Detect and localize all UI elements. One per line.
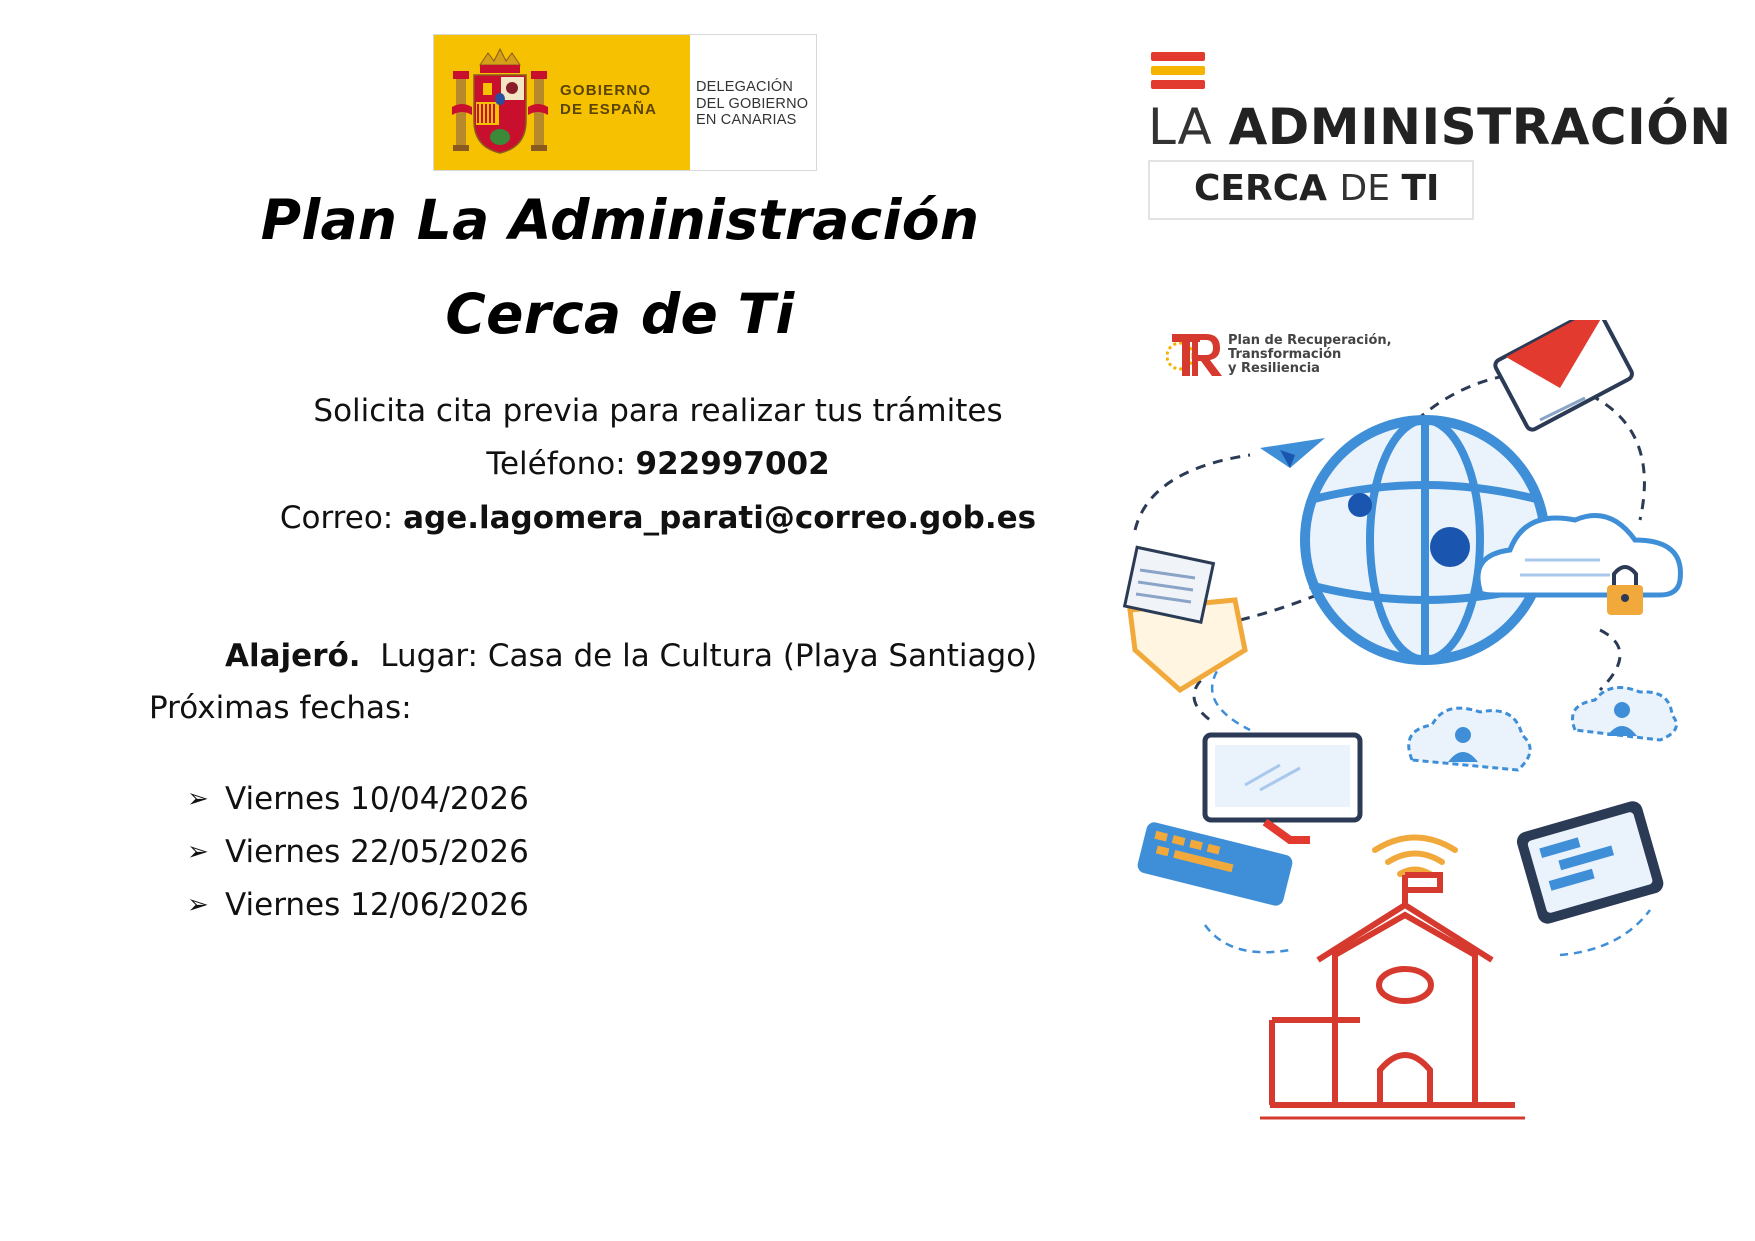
date-text: Viernes 22/05/2026 [225, 833, 529, 870]
tablet-icon [1515, 799, 1666, 926]
list-item [187, 878, 529, 931]
coat-of-arms-icon [450, 47, 550, 159]
date-text: Viernes 10/04/2026 [225, 780, 529, 817]
monitor-icon [1205, 735, 1360, 840]
gov-name-line2: DE ESPAÑA [560, 101, 658, 118]
appointment-intro: Solicita cita previa para realizar tus trámites [313, 393, 1003, 429]
delegation-line1: DELEGACIÓN [696, 79, 794, 95]
list-item [187, 825, 529, 878]
gov-logo-yellow-panel [434, 35, 690, 170]
brand-subtitle-box [1148, 160, 1474, 220]
town-hall-icon [1260, 875, 1525, 1118]
globe-icon [1305, 420, 1545, 660]
arrow-bullet-icon: ➢ [187, 836, 209, 867]
phone-label: Teléfono: [486, 446, 636, 482]
gov-name-line1: GOBIERNO [560, 82, 652, 99]
envelope-icon [1493, 320, 1634, 432]
brand-title-light: LA [1148, 98, 1229, 156]
arrow-bullet-icon: ➢ [187, 783, 209, 814]
recovery-plan-line3: y Resiliencia [1228, 361, 1320, 376]
place-label: Lugar: [380, 638, 488, 674]
phone-number[interactable]: 922997002 [635, 446, 830, 482]
email-label: Correo: [279, 500, 404, 536]
paper-plane-icon [1260, 438, 1325, 468]
chat-user-icon [1409, 688, 1677, 771]
delegation-line2: DEL GOBIERNO [696, 95, 809, 112]
brand-title-bold: ADMINISTRACIÓN [1228, 98, 1732, 156]
brand-title [1148, 98, 1732, 156]
main-title-line2: Cerca de Ti [445, 282, 795, 346]
recovery-plan-line1: Plan de Recuperación, [1228, 333, 1392, 348]
brand-sub-bold2: TI [1401, 168, 1440, 209]
place-name: Casa de la Cultura (Playa Santiago) [487, 638, 1038, 674]
delegation-name [690, 35, 816, 170]
spain-flag-stripes-icon [1151, 52, 1205, 90]
letter-icon [1125, 547, 1245, 690]
gobierno-espana-logo [433, 34, 817, 171]
location-line [225, 638, 1037, 674]
list-item [187, 772, 529, 825]
dates-list [187, 772, 529, 931]
brand-sub-bold1: CERCA [1194, 168, 1340, 209]
digital-services-illustration [1100, 320, 1700, 1120]
date-text: Viernes 12/06/2026 [225, 886, 529, 923]
gov-name [560, 81, 657, 119]
keyboard-icon [1136, 821, 1294, 908]
recovery-plan-line2: Transformación [1228, 347, 1342, 362]
arrow-bullet-icon: ➢ [187, 889, 209, 920]
email-address[interactable]: age.lagomera_parati@correo.gob.es [403, 500, 1037, 536]
wifi-icon [1375, 838, 1455, 875]
town-name: Alajeró. [225, 638, 361, 674]
main-title-line1: Plan La Administración [260, 188, 980, 252]
delegation-line3: EN CANARIAS [696, 112, 797, 128]
next-dates-label: Próximas fechas: [149, 690, 412, 726]
brand-sub-light: DE [1339, 168, 1402, 209]
